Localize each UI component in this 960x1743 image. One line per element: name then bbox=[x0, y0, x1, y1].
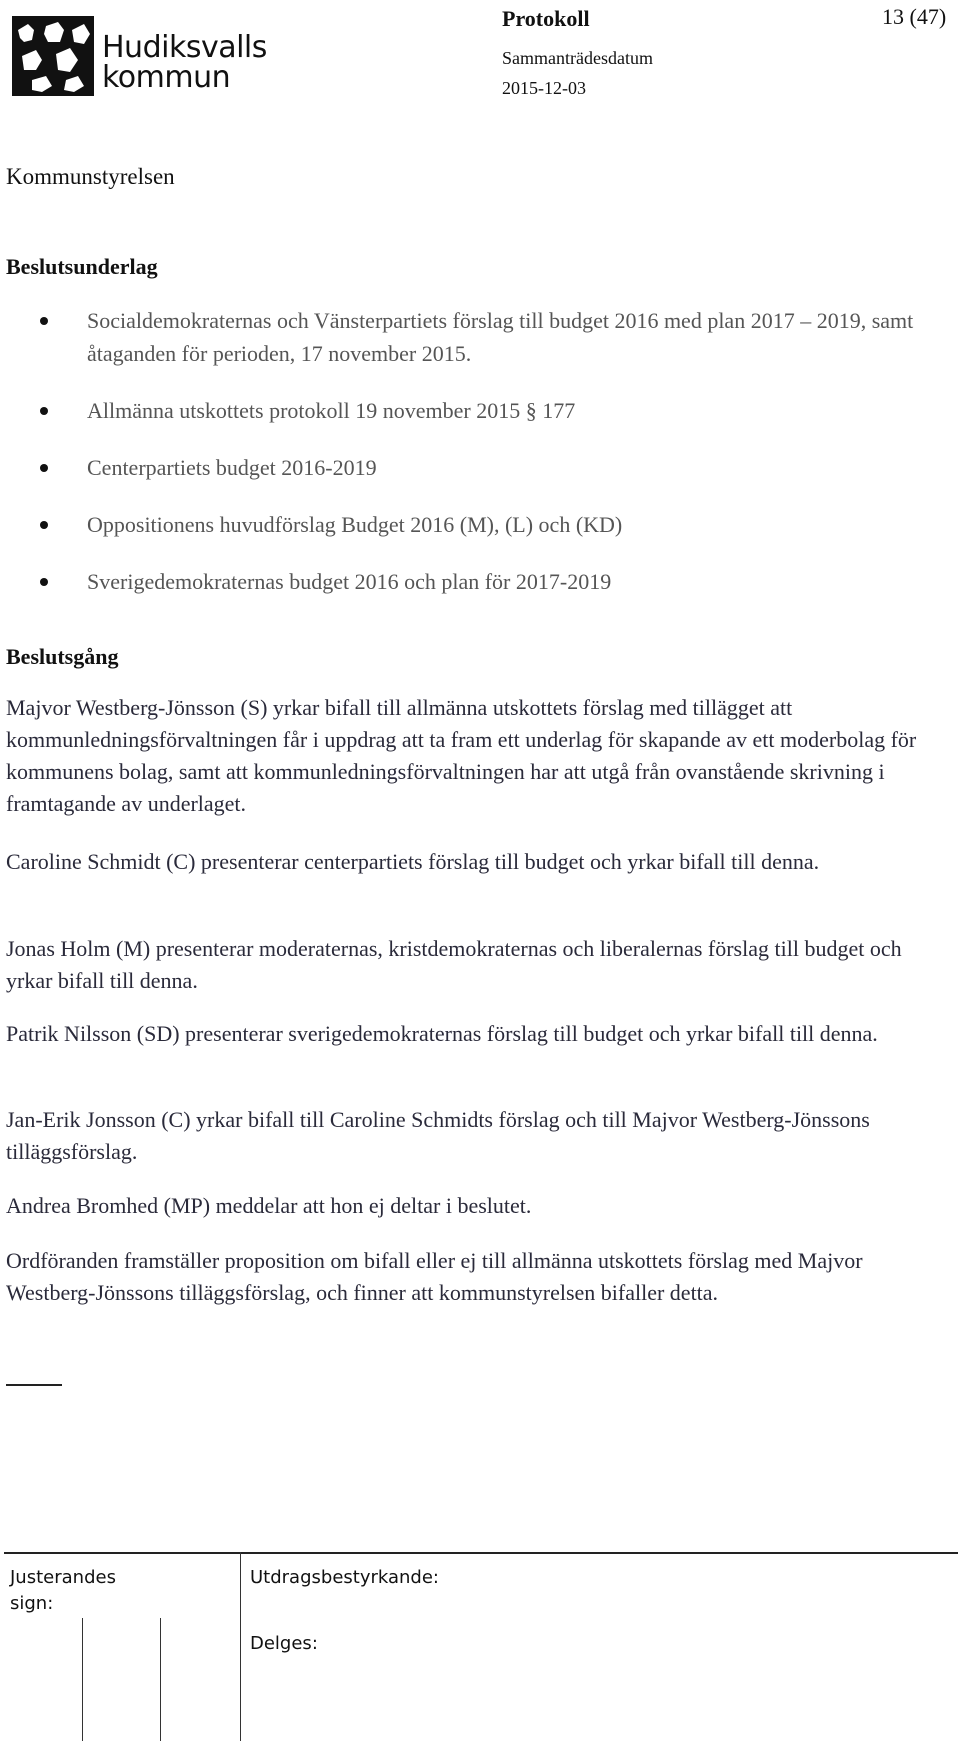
list-item: Sverigedemokraternas budget 2016 och plan för 2017-2019 bbox=[40, 565, 920, 598]
paragraph: Jan-Erik Jonsson (C) yrkar bifall till Caroline Schmidts förslag och till Majvor Westberg-Jönssons tilläggsförslag. bbox=[6, 1107, 870, 1164]
section-heading-beslutsunderlag: Beslutsunderlag bbox=[6, 254, 158, 279]
paragraph: Ordföranden framställer proposition om bifall eller ej till allmänna utskottets förslag med Majvor Westberg-Jönssons tilläggsförslag, och finner att kommunstyrelsen bifaller detta. bbox=[6, 1248, 863, 1305]
justerandes-label-line1: Justerandes bbox=[10, 1567, 116, 1588]
logo-text-line1: Hudiksvalls bbox=[102, 30, 267, 65]
signature-divider bbox=[160, 1618, 161, 1741]
page-number: 13 (47) bbox=[882, 4, 947, 29]
meeting-date: 2015-12-03 bbox=[502, 78, 586, 98]
delges-label: Delges: bbox=[250, 1633, 318, 1654]
section-heading-beslutsgang: Beslutsgång bbox=[6, 644, 119, 669]
logo-text-line2: kommun bbox=[102, 60, 231, 95]
municipality-logo bbox=[12, 16, 267, 96]
document-type: Protokoll bbox=[502, 6, 590, 31]
list-item: Allmänna utskottets protokoll 19 november 2015 § 177 bbox=[40, 394, 920, 427]
date-label: Sammanträdesdatum bbox=[502, 48, 653, 68]
justerandes-label-line2: sign: bbox=[10, 1593, 54, 1614]
list-item: Centerpartiets budget 2016-2019 bbox=[40, 451, 920, 484]
paragraph: Patrik Nilsson (SD) presenterar sverigedemokraternas förslag till budget och yrkar bifall till denna. bbox=[6, 1021, 878, 1046]
list-item: Socialdemokraternas och Vänsterpartiets förslag till budget 2016 med plan 2017 – 2019, samt åtaganden för perioden, 17 november 2015. bbox=[40, 304, 920, 370]
end-rule bbox=[6, 1384, 62, 1386]
signature-divider bbox=[82, 1618, 83, 1741]
organ-name: Kommunstyrelsen bbox=[6, 164, 175, 189]
utdrag-label: Utdragsbestyrkande: bbox=[250, 1567, 439, 1588]
coat-of-arms-icon bbox=[12, 16, 94, 96]
signature-divider bbox=[240, 1552, 241, 1741]
paragraph: Caroline Schmidt (C) presenterar centerpartiets förslag till budget och yrkar bifall till denna. bbox=[6, 849, 820, 874]
paragraph: Andrea Bromhed (MP) meddelar att hon ej deltar i beslutet. bbox=[6, 1193, 532, 1218]
decision-basis-list bbox=[40, 304, 920, 622]
list-item: Oppositionens huvudförslag Budget 2016 (M), (L) och (KD) bbox=[40, 508, 920, 541]
paragraph: Majvor Westberg-Jönsson (S) yrkar bifall till allmänna utskottets förslag med tillägget att kommunledningsförvaltningen får i uppdrag att ta fram ett underlag för skapande av ett moderbolag för kommunens bolag, samt att kommunledningsförvaltningen har att utgå från ovanstående skrivning i framtagande av underlaget. bbox=[6, 695, 917, 816]
paragraph: Jonas Holm (M) presenterar moderaternas, kristdemokraternas och liberalernas förslag till budget och yrkar bifall till denna. bbox=[6, 936, 902, 993]
signature-footer bbox=[4, 1552, 958, 1743]
